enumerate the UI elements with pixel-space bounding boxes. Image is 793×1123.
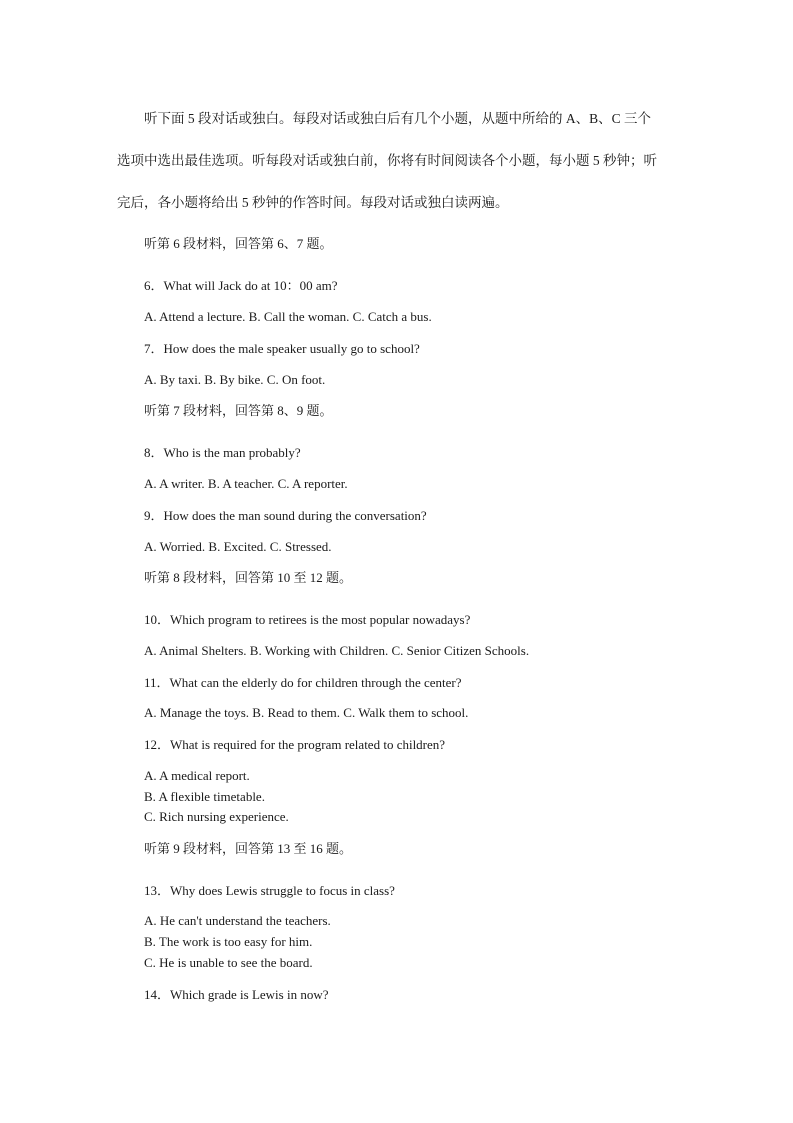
question-9-options: A. Worried. B. Excited. C. Stressed. [144, 539, 332, 554]
question-12-option-b: B. A flexible timetable. [144, 789, 265, 804]
question-12-stem: 12．What is required for the program related to children? [144, 737, 446, 752]
instructions-line-1: 听下面 5 段对话或独白。每段对话或独白后有几个小题，从题中所给的 A、B、C 三个 [144, 111, 652, 126]
section-heading-6: 听第 6 段材料，回答第 6、7 题。 [144, 236, 333, 251]
question-9-stem: 9．How does the man sound during the conversation? [144, 508, 427, 523]
question-11-options: A. Manage the toys. B. Read to them. C. Walk them to school. [144, 705, 469, 720]
question-8-stem: 8．Who is the man probably? [144, 445, 301, 460]
question-7-options: A. By taxi. B. By bike. C. On foot. [144, 372, 326, 387]
question-14-stem: 14．Which grade is Lewis in now? [144, 987, 329, 1002]
question-7-stem: 7．How does the male speaker usually go to school? [144, 341, 420, 356]
question-10-options: A. Animal Shelters. B. Working with Children. C. Senior Citizen Schools. [144, 643, 530, 658]
question-8-options: A. A writer. B. A teacher. C. A reporter. [144, 476, 348, 491]
question-6-options: A. Attend a lecture. B. Call the woman. C. Catch a bus. [144, 309, 432, 324]
question-12-option-a: A. A medical report. [144, 768, 250, 783]
section-heading-8: 听第 8 段材料，回答第 10 至 12 题。 [144, 570, 353, 585]
question-13-option-b: B. The work is too easy for him. [144, 934, 313, 949]
instructions-line-2: 选项中选出最佳选项。听每段对话或独白前，你将有时间阅读各个小题，每小题 5 秒钟；听 [117, 153, 657, 168]
question-12-option-c: C. Rich nursing experience. [144, 809, 289, 824]
question-6-stem: 6．What will Jack do at 10：00 am? [144, 278, 338, 293]
section-heading-9: 听第 9 段材料，回答第 13 至 16 题。 [144, 841, 353, 856]
section-heading-7: 听第 7 段材料，回答第 8、9 题。 [144, 403, 333, 418]
question-13-option-c: C. He is unable to see the board. [144, 955, 313, 970]
question-10-stem: 10．Which program to retirees is the most popular nowadays? [144, 612, 471, 627]
question-11-stem: 11．What can the elderly do for children through the center? [144, 675, 462, 690]
question-13-option-a: A. He can't understand the teachers. [144, 913, 331, 928]
question-13-stem: 13．Why does Lewis struggle to focus in class? [144, 883, 395, 898]
instructions-line-3: 完后，各小题将给出 5 秒钟的作答时间。每段对话或独白读两遍。 [117, 195, 509, 210]
